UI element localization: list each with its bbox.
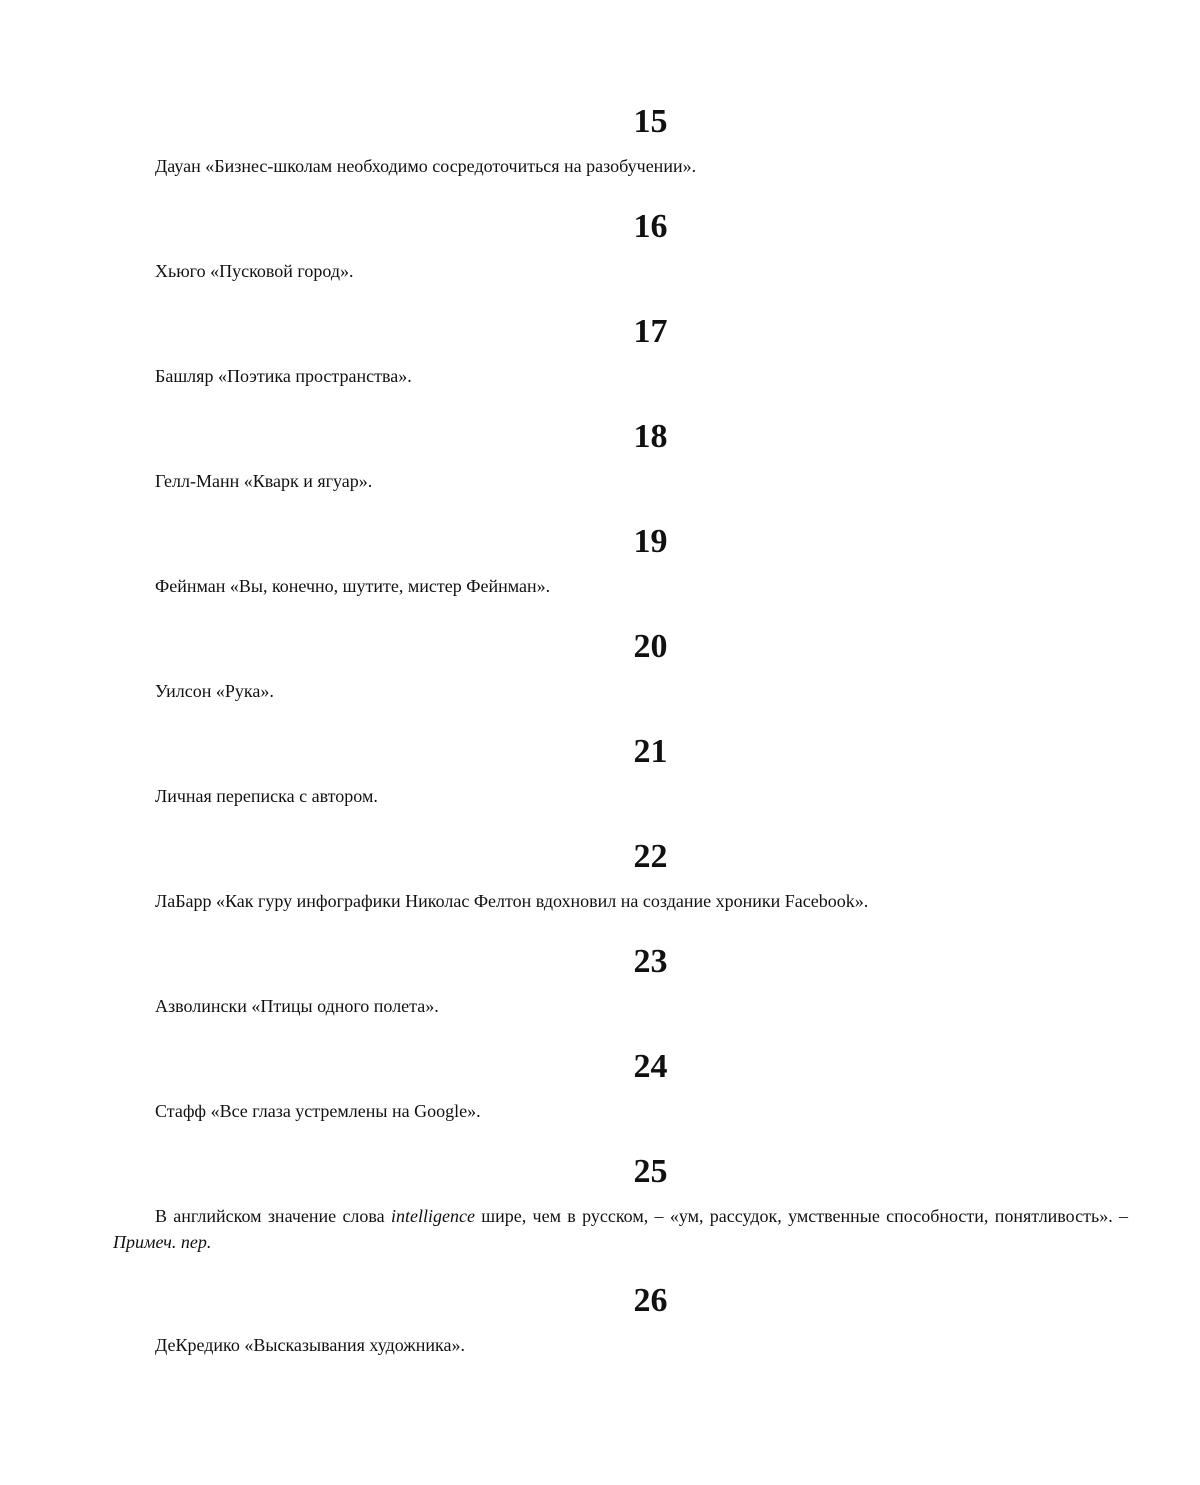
footnote-17 bbox=[113, 312, 1128, 389]
footnote-number: 25 bbox=[633, 1153, 668, 1190]
footnote-text: Уилсон «Рука». bbox=[155, 681, 274, 701]
footnote-number: 24 bbox=[633, 1048, 668, 1085]
footnote-24 bbox=[113, 1047, 1128, 1124]
footnote-20 bbox=[113, 627, 1128, 704]
footnote-21 bbox=[113, 732, 1128, 809]
footnote-number: 21 bbox=[633, 733, 668, 770]
footnote-text: Хьюго «Пусковой город». bbox=[155, 261, 354, 281]
footnote-18 bbox=[113, 417, 1128, 494]
footnote-number: 17 bbox=[633, 313, 668, 350]
footnote-26 bbox=[113, 1281, 1128, 1358]
footnote-number: 15 bbox=[633, 103, 668, 140]
footnote-text: Фейнман «Вы, конечно, шутите, мистер Фейнман». bbox=[155, 576, 551, 596]
footnote-number: 22 bbox=[633, 838, 668, 875]
footnote-text: Стафф «Все глаза устремлены на Google». bbox=[155, 1101, 481, 1121]
footnote-term: intelligence bbox=[390, 1206, 475, 1226]
footnote-text: Башляр «Поэтика пространства». bbox=[155, 366, 412, 386]
translator-note: Примеч. пер. bbox=[113, 1232, 212, 1252]
footnote-23 bbox=[113, 942, 1128, 1019]
footnote-25 bbox=[113, 1152, 1128, 1255]
footnote-text: Гелл-Манн «Кварк и ягуар». bbox=[155, 471, 373, 491]
footnote-text: Дауан «Бизнес-школам необходимо сосредоточиться на разобучении». bbox=[155, 156, 697, 176]
footnote-number: 26 bbox=[633, 1282, 668, 1319]
footnote-number: 20 bbox=[633, 628, 668, 665]
footnote-number: 19 bbox=[633, 523, 668, 560]
footnote-number: 23 bbox=[633, 943, 668, 980]
footnote-text: ДеКредико «Высказывания художника». bbox=[155, 1335, 465, 1355]
footnote-number: 18 bbox=[633, 418, 668, 455]
footnote-text: Азволински «Птицы одного полета». bbox=[155, 996, 439, 1016]
footnote-text: Личная переписка с автором. bbox=[155, 786, 378, 806]
footnote-number: 16 bbox=[633, 208, 668, 245]
footnote-text: ЛаБарр «Как гуру инфографики Николас Фелтон вдохновил на создание хроники Facebook». bbox=[155, 891, 869, 911]
footnote-text bbox=[113, 1203, 1128, 1255]
footnote-19 bbox=[113, 522, 1128, 599]
footnote-text-start: В английском значение слова bbox=[155, 1206, 391, 1226]
footnote-text-continued: шире, чем в русском, – «ум, рассудок, умственные способности, понятливость». – bbox=[474, 1206, 1129, 1226]
footnote-16 bbox=[113, 207, 1128, 284]
footnote-22 bbox=[113, 837, 1128, 914]
footnote-15 bbox=[113, 102, 1128, 179]
